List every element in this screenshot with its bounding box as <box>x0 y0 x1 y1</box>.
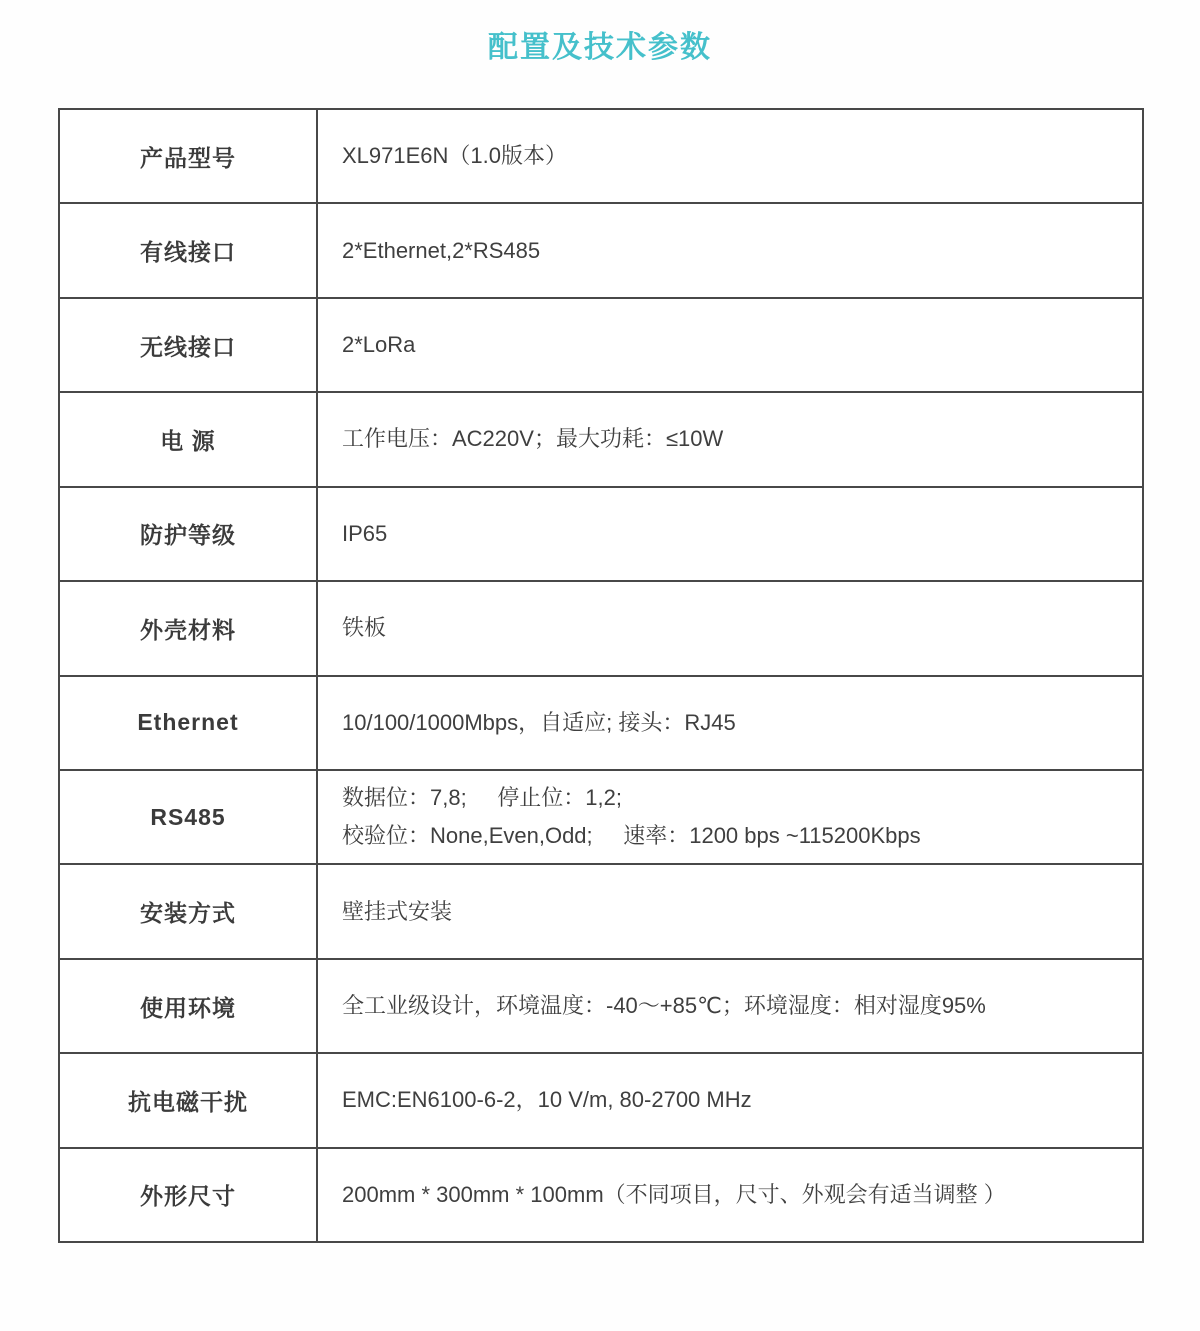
spec-value <box>318 771 1142 863</box>
spec-value-line: 全工业级设计，环境温度：-40～+85℃；环境湿度：相对湿度95% <box>342 993 986 1018</box>
table-row <box>60 488 1142 582</box>
table-row <box>60 582 1142 676</box>
table-row <box>60 960 1142 1054</box>
spec-value-line: XL971E6N（1.0版本） <box>342 143 567 169</box>
spec-label: 防护等级 <box>60 488 318 580</box>
spec-value-line: 200mm * 300mm * 100mm（不同项目，尺寸、外观会有适当调整 ） <box>342 1181 1006 1207</box>
page-title: 配置及技术参数 <box>488 31 712 64</box>
spec-value-line: 校验位：None,Even,Odd; 速率：1200 bps ~115200Kbps <box>342 823 921 849</box>
spec-value <box>318 204 1142 296</box>
spec-label: 外壳材料 <box>60 582 318 674</box>
table-row <box>60 299 1142 393</box>
table-row <box>60 865 1142 959</box>
spec-label: 安装方式 <box>60 865 318 957</box>
spec-value <box>318 677 1142 769</box>
table-row <box>60 204 1142 298</box>
spec-value-line: 壁挂式安装 <box>342 898 453 924</box>
spec-value <box>318 582 1142 674</box>
spec-label: 产品型号 <box>60 110 318 202</box>
table-row <box>60 1054 1142 1148</box>
spec-value <box>318 393 1142 485</box>
spec-label: 无线接口 <box>60 299 318 391</box>
spec-value <box>318 110 1142 202</box>
spec-label: Ethernet <box>60 677 318 769</box>
spec-value <box>318 1149 1142 1241</box>
spec-value-line: 2*LoRa <box>342 332 416 358</box>
spec-value-line: 2*Ethernet,2*RS485 <box>342 237 541 263</box>
spec-label: 抗电磁干扰 <box>60 1054 318 1146</box>
spec-value <box>318 960 1142 1052</box>
spec-label: 外形尺寸 <box>60 1149 318 1241</box>
table-row <box>60 677 1142 771</box>
spec-value <box>318 865 1142 957</box>
spec-value-line: 数据位：7,8; 停止位：1,2; <box>342 785 622 811</box>
table-row <box>60 393 1142 487</box>
table-row <box>60 771 1142 865</box>
table-row <box>60 1149 1142 1241</box>
spec-value-line: 铁板 <box>342 615 387 641</box>
spec-value-line: 工作电压：AC220V；最大功耗：≤10W <box>342 426 724 452</box>
spec-label: 电 源 <box>60 393 318 485</box>
spec-value-line: 10/100/1000Mbps，自适应; 接头：RJ45 <box>342 709 736 735</box>
spec-label: 有线接口 <box>60 204 318 296</box>
table-row <box>60 110 1142 204</box>
spec-label: RS485 <box>60 771 318 863</box>
spec-table <box>58 108 1144 1243</box>
spec-value-line: EMC:EN6100-6-2，10 V/m, 80-2700 MHz <box>342 1087 752 1113</box>
spec-value <box>318 1054 1142 1146</box>
spec-value <box>318 488 1142 580</box>
spec-label: 使用环境 <box>60 960 318 1052</box>
spec-value <box>318 299 1142 391</box>
spec-value-line: IP65 <box>342 520 388 546</box>
